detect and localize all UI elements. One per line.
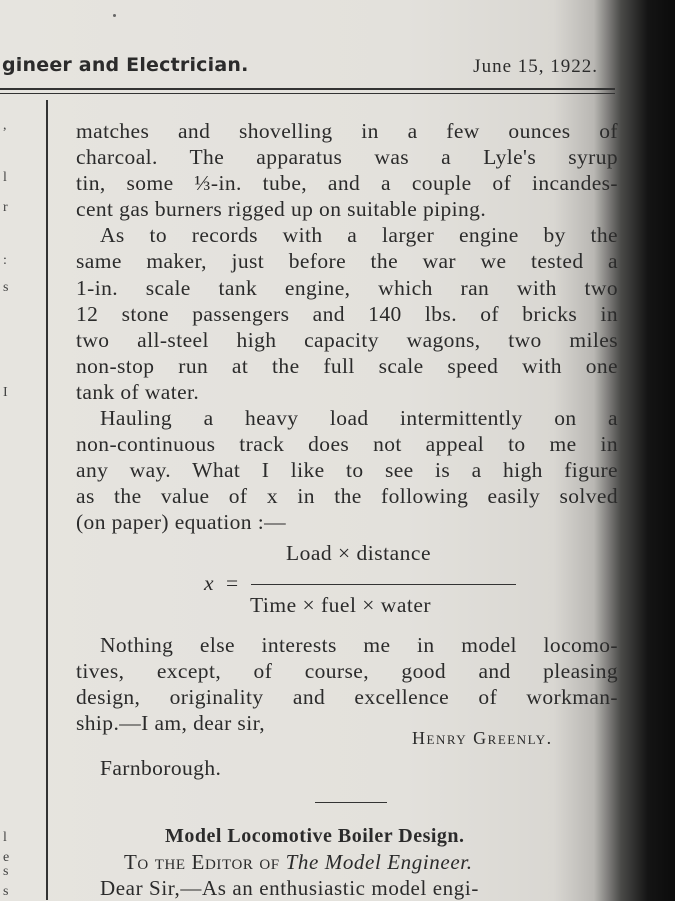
fraction-bar bbox=[251, 584, 516, 585]
margin-char: r bbox=[3, 200, 8, 215]
margin-char: : bbox=[3, 253, 7, 268]
signature: Henry Greenly. bbox=[412, 728, 553, 748]
equation-equals: = bbox=[226, 570, 239, 595]
addressee bbox=[124, 850, 473, 875]
margin-char: , bbox=[3, 118, 7, 133]
margin-char: e bbox=[3, 850, 10, 865]
text-line: 12 stone passengers and 140 lbs. of bricks in bbox=[76, 301, 618, 326]
text-line: as the value of x in the following easily solved bbox=[76, 484, 618, 509]
text-line: 1-in. scale tank engine, which ran with two bbox=[76, 275, 618, 300]
equation-numerator: Load × distance bbox=[286, 540, 431, 565]
journal-title: gineer and Electrician. bbox=[2, 54, 249, 76]
text-line: design, originality and excellence of workman- bbox=[76, 684, 618, 709]
text-line: tives, except, of course, good and pleasing bbox=[76, 658, 618, 683]
letter-body bbox=[76, 118, 618, 736]
margin-char: s bbox=[3, 864, 9, 879]
equation-variable: x bbox=[204, 570, 214, 595]
margin-char: s bbox=[3, 280, 9, 295]
text-line: two all-steel high capacity wagons, two miles bbox=[76, 327, 618, 352]
text-line: cent gas burners rigged up on suitable piping. bbox=[76, 197, 487, 222]
issue-date: June 15, 1922. bbox=[473, 56, 598, 77]
section-heading: Model Locomotive Boiler Design. bbox=[165, 825, 465, 847]
publication-name: The Model Engineer. bbox=[285, 850, 473, 874]
text-line: ship.—I am, dear sir, bbox=[76, 710, 266, 735]
text-line: Nothing else interests me in model locomo- bbox=[100, 632, 618, 657]
text-line: tin, some ⅓-in. tube, and a couple of incandes- bbox=[76, 171, 618, 196]
margin-char: s bbox=[3, 884, 9, 899]
margin-char: I bbox=[3, 385, 8, 400]
text-line: matches and shovelling in a few ounces of bbox=[76, 119, 618, 143]
text-line: tank of water. bbox=[76, 379, 200, 404]
speck bbox=[113, 14, 116, 17]
margin-char: l bbox=[3, 830, 7, 845]
text-line: any way. What I like to see is a high figure bbox=[76, 458, 618, 483]
running-head bbox=[0, 52, 620, 84]
header-rule bbox=[0, 88, 615, 90]
text-line: same maker, just before the war we tested a bbox=[76, 249, 618, 274]
text-line: non-continuous track does not appeal to me in bbox=[76, 432, 618, 457]
header-rule-thin bbox=[0, 93, 615, 94]
section-divider bbox=[315, 802, 387, 803]
text-line: charcoal. The apparatus was a Lyle's syrup bbox=[76, 145, 618, 170]
text-line: (on paper) equation :— bbox=[76, 510, 286, 535]
equation bbox=[76, 540, 618, 628]
place-name: Farnborough. bbox=[100, 756, 222, 780]
text-line: Hauling a heavy load intermittently on a bbox=[100, 406, 618, 431]
margin-char: l bbox=[3, 170, 7, 185]
text-line: As to records with a larger engine by the bbox=[100, 223, 618, 248]
salutation: Dear Sir,—As an enthusiastic model engi- bbox=[100, 876, 479, 900]
column-divider bbox=[46, 100, 48, 900]
equation-denominator: Time × fuel × water bbox=[250, 592, 432, 617]
addressee-prefix: To the Editor of bbox=[124, 850, 280, 874]
text-line: non-stop run at the full scale speed with one bbox=[76, 353, 618, 378]
